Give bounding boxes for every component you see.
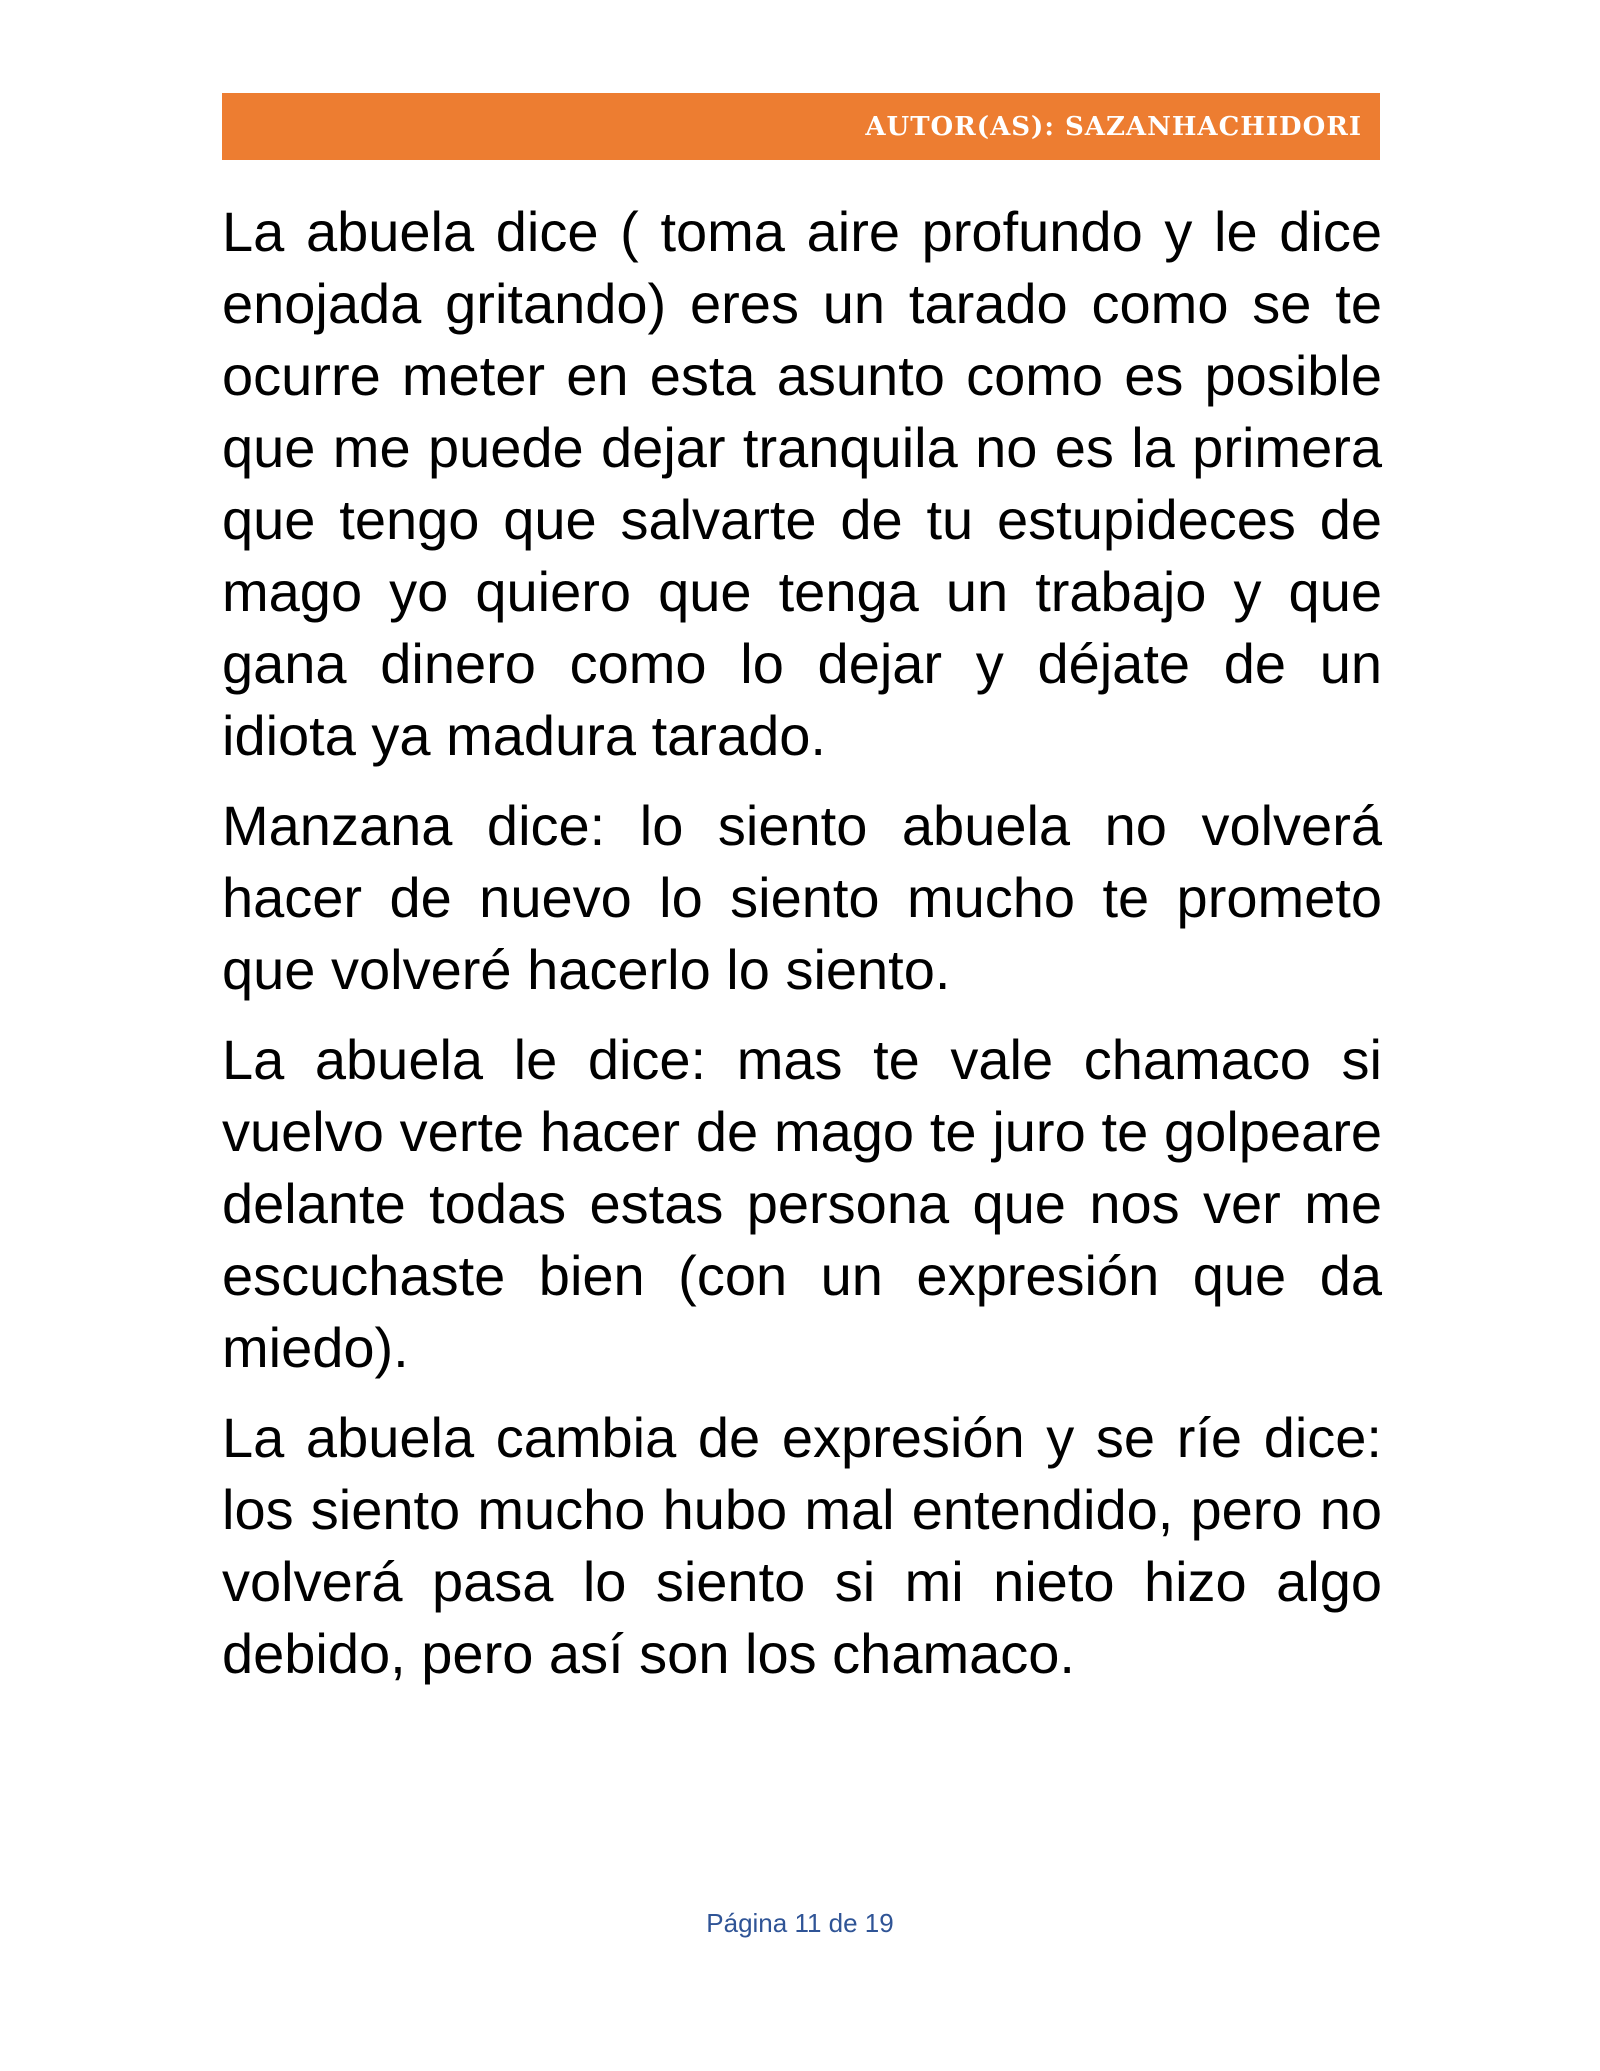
- header-bar: [222, 93, 1380, 160]
- paragraph: La abuela dice ( toma aire profundo y le dice enojada gritando) eres un tarado como se te ocurre meter en esta asunto como es posible que me puede dejar tranquila no es la primera que tengo que salvarte de tu estupideces de mago yo quiero que tenga un trabajo y que gana dinero como lo dejar y déjate de un idiota ya madura tarado.: [222, 200, 1382, 767]
- page-number: Página 11 de 19: [706, 1908, 894, 1938]
- paragraph: La abuela cambia de expresión y se ríe dice: los siento mucho hubo mal entendido, pero no volverá pasa lo siento si mi nieto hizo algo debido, pero así son los chamaco.: [222, 1406, 1382, 1685]
- body-text: [222, 196, 1382, 1708]
- paragraph: La abuela le dice: mas te vale chamaco si vuelvo verte hacer de mago te juro te golpeare delante todas estas persona que nos ver me escuchaste bien (con un expresión que da miedo).: [222, 1028, 1382, 1379]
- header-author: AUTOR(AS): SAZANHACHIDORI: [865, 111, 1362, 142]
- paragraph: Manzana dice: lo siento abuela no volverá hacer de nuevo lo siento mucho te prometo que volveré hacerlo lo siento.: [222, 794, 1382, 1001]
